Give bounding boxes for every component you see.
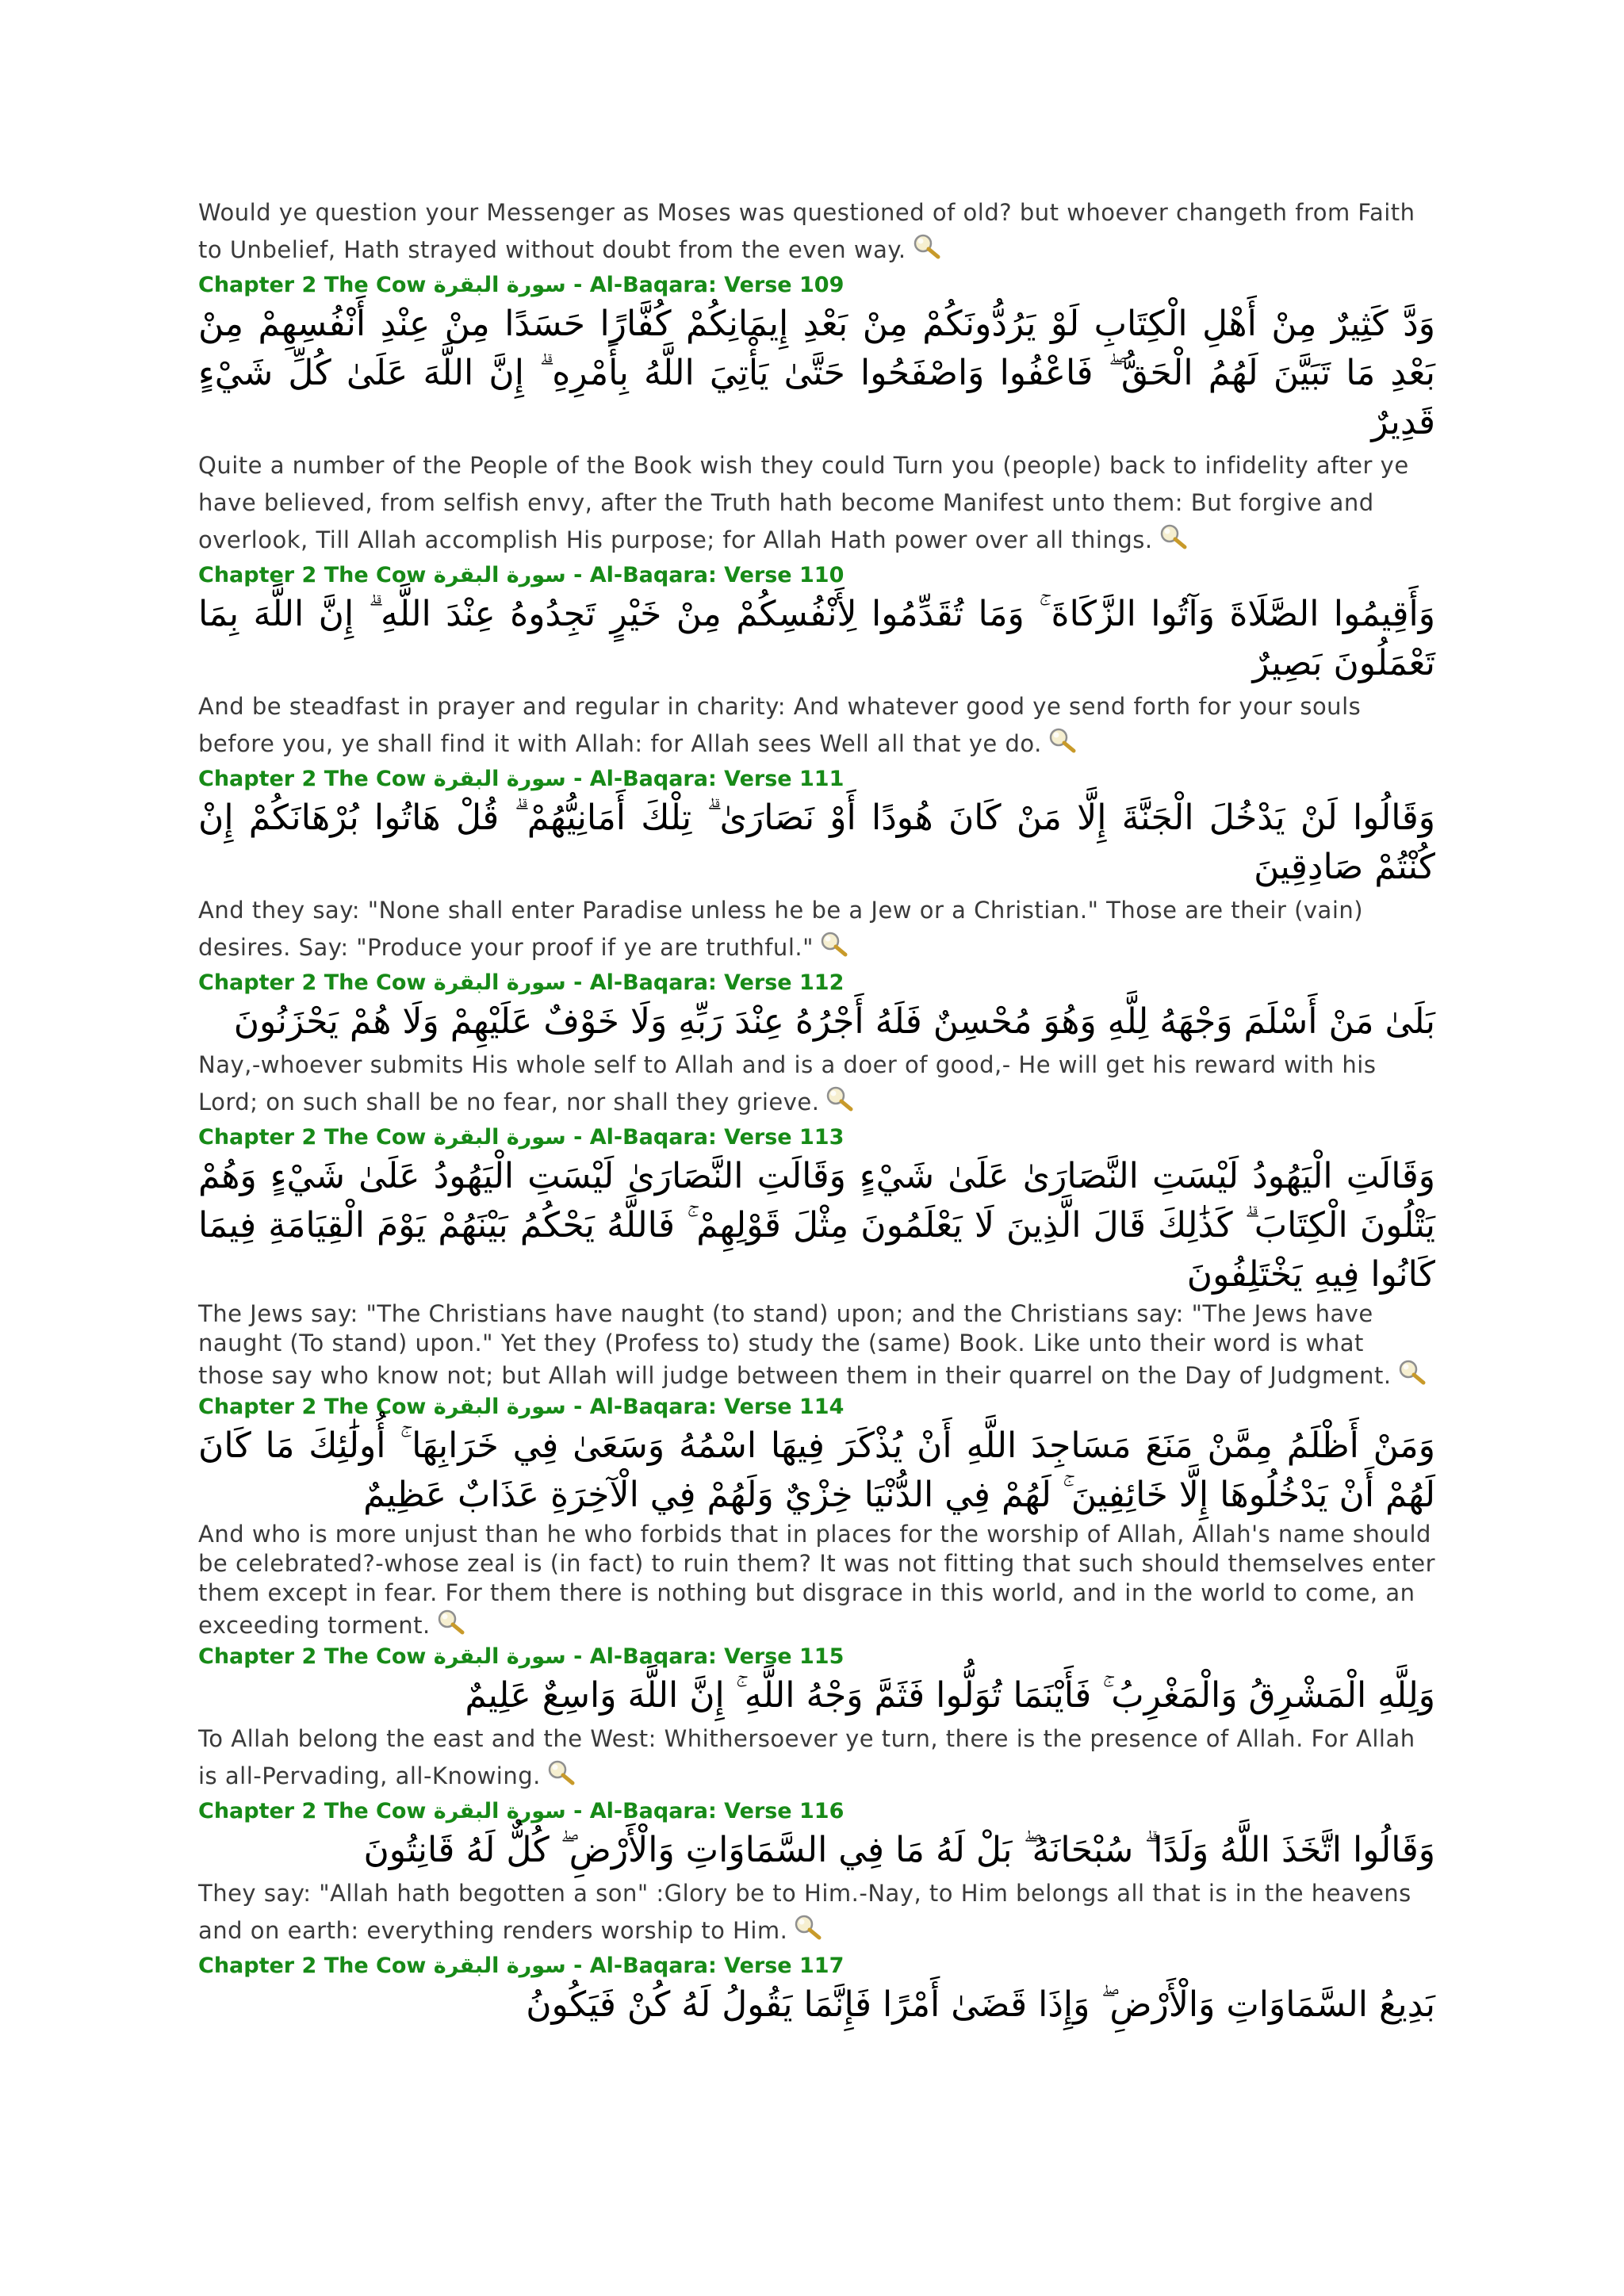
verse-header: Chapter 2 The Cow سورة البقرة - Al-Baqara: Verse 114: [198, 1395, 845, 1419]
verse-arabic: بَدِيعُ السَّمَاوَاتِ وَالْأَرْضِ ۖ وَإِذَا قَضَىٰ أَمْرًا فَإِنَّمَا يَقُولُ لَهُ كُنْ فَيَكُونُ: [526, 1984, 1435, 2025]
verse-translation: And be steadfast in prayer and regular in charity: And whatever good ye send forth for your souls before you, ye shall find it with Allah: for Allah sees Well all that ye do.: [198, 693, 1362, 757]
magnifier-icon[interactable]: [1396, 1358, 1428, 1387]
verse-translation: And who is more unjust than he who forbids that in places for the worship of Allah, Allah's name should be celebrated?-whose zeal is (in fact) to ruin them? It was not fitting that such should themselves enter them except in fear. For them there is nothing but disgrace in this world, and in the world to come, an exceeding torment.: [198, 1521, 1435, 1639]
magnifier-icon[interactable]: [1047, 726, 1078, 755]
verse-translation: And they say: "None shall enter Paradise unless he be a Jew or a Christian." Those are their (vain) desires. Say: "Produce your proof if ye are truthful.": [198, 897, 1364, 961]
verse-translation: Would ye question your Messenger as Moses was questioned of old? but whoever changeth from Faith to Unbelief, Hath strayed without doubt from the even way.: [198, 199, 1415, 263]
verse-translation: To Allah belong the east and the West: Whithersoever ye turn, there is the presence of Allah. For Allah is all-Pervading, all-Knowing.: [198, 1725, 1415, 1789]
verse-header: Chapter 2 The Cow سورة البقرة - Al-Baqara: Verse 111: [198, 767, 845, 791]
verse-arabic: وَقَالُوا لَنْ يَدْخُلَ الْجَنَّةَ إِلَّا مَنْ كَانَ هُودًا أَوْ نَصَارَىٰ ۗ تِلْكَ أَمَانِيُّهُمْ ۗ قُلْ هَاتُوا بُرْهَانَكُمْ إِنْ كُنْتُمْ صَادِقِينَ: [198, 798, 1435, 887]
verse-header: Chapter 2 The Cow سورة البقرة - Al-Baqara: Verse 113: [198, 1125, 845, 1150]
verse-arabic: وَقَالَتِ الْيَهُودُ لَيْسَتِ النَّصَارَىٰ عَلَىٰ شَيْءٍ وَقَالَتِ النَّصَارَىٰ لَيْسَتِ الْيَهُودُ عَلَىٰ شَيْءٍ وَهُمْ يَتْلُونَ الْكِتَابَ ۗ كَذَٰلِكَ قَالَ الَّذِينَ لَا يَعْلَمُونَ مِثْلَ قَوْلِهِمْ ۚ فَاللَّهُ يَحْكُمُ بَيْنَهُمْ يَوْمَ الْقِيَامَةِ فِيمَا كَانُوا فِيهِ يَخْتَلِفُونَ: [198, 1156, 1435, 1295]
verse-translation: The Jews say: "The Christians have naught (to stand) upon; and the Christians say: "The Jews have naught (To stand) upon." Yet they (Profess to) study the (same) Book. Like unto their word is what those say who know not; but Allah will judge between them in their quarrel on the Day of Judgment.: [198, 1299, 1435, 1391]
verse-arabic: وَأَقِيمُوا الصَّلَاةَ وَآتُوا الزَّكَاةَ ۚ وَمَا تُقَدِّمُوا لِأَنْفُسِكُمْ مِنْ خَيْرٍ تَجِدُوهُ عِنْدَ اللَّهِ ۗ إِنَّ اللَّهَ بِمَا تَعْمَلُونَ بَصِيرٌ: [198, 594, 1435, 683]
verse-list: [198, 194, 1435, 2030]
verse-header: Chapter 2 The Cow سورة البقرة - Al-Baqara: Verse 117: [198, 1954, 845, 1978]
magnifier-icon[interactable]: [824, 1085, 856, 1113]
verse-header: Chapter 2 The Cow سورة البقرة - Al-Baqara: Verse 115: [198, 1644, 845, 1669]
magnifier-icon[interactable]: [818, 930, 850, 959]
verse-translation: Nay,-whoever submits His whole self to Allah and is a doer of good,- He will get his reward with his Lord; on such shall be no fear, nor shall they grieve.: [198, 1051, 1377, 1115]
verse-arabic: وَدَّ كَثِيرٌ مِنْ أَهْلِ الْكِتَابِ لَوْ يَرُدُّونَكُمْ مِنْ بَعْدِ إِيمَانِكُمْ كُفَّارًا حَسَدًا مِنْ عِنْدِ أَنْفُسِهِمْ مِنْ بَعْدِ مَا تَبَيَّنَ لَهُمُ الْحَقُّ ۖ فَاعْفُوا وَاصْفَحُوا حَتَّىٰ يَأْتِيَ اللَّهُ بِأَمْرِهِ ۗ إِنَّ اللَّهَ عَلَىٰ كُلِّ شَيْءٍ قَدِيرٌ: [198, 304, 1435, 442]
verse-arabic: وَمَنْ أَظْلَمُ مِمَّنْ مَنَعَ مَسَاجِدَ اللَّهِ أَنْ يُذْكَرَ فِيهَا اسْمُهُ وَسَعَىٰ فِي خَرَابِهَا ۚ أُولَٰئِكَ مَا كَانَ لَهُمْ أَنْ يَدْخُلُوهَا إِلَّا خَائِفِينَ ۚ لَهُمْ فِي الدُّنْيَا خِزْيٌ وَلَهُمْ فِي الْآخِرَةِ عَذَابٌ عَظِيمٌ: [198, 1425, 1435, 1515]
verse-arabic: بَلَىٰ مَنْ أَسْلَمَ وَجْهَهُ لِلَّهِ وَهُوَ مُحْسِنٌ فَلَهُ أَجْرُهُ عِنْدَ رَبِّهِ وَلَا خَوْفٌ عَلَيْهِمْ وَلَا هُمْ يَحْزَنُونَ: [233, 1001, 1435, 1042]
magnifier-icon[interactable]: [546, 1758, 577, 1787]
verse-translation: Quite a number of the People of the Book wish they could Turn you (people) back to infidelity after ye have believed, from selfish envy, after the Truth hath become Manifest unto them: But forgive and overlook, Till Allah accomplish His purpose; for Allah Hath power over all things.: [198, 452, 1409, 553]
magnifier-icon[interactable]: [792, 1913, 824, 1942]
verse-translation: They say: "Allah hath begotten a son" :Glory be to Him.-Nay, to Him belongs all that is in the heavens and on earth: everything renders worship to Him.: [198, 1880, 1411, 1944]
verse-header: Chapter 2 The Cow سورة البقرة - Al-Baqara: Verse 116: [198, 1799, 845, 1823]
verse-header: Chapter 2 The Cow سورة البقرة - Al-Baqara: Verse 109: [198, 273, 845, 297]
magnifier-icon[interactable]: [435, 1608, 467, 1636]
magnifier-icon[interactable]: [911, 232, 943, 261]
magnifier-icon[interactable]: [1158, 522, 1189, 551]
verse-header: Chapter 2 The Cow سورة البقرة - Al-Baqara: Verse 110: [198, 563, 845, 587]
verse-arabic: وَلِلَّهِ الْمَشْرِقُ وَالْمَغْرِبُ ۚ فَأَيْنَمَا تُوَلُّوا فَثَمَّ وَجْهُ اللَّهِ ۚ إِنَّ اللَّهَ وَاسِعٌ عَلِيمٌ: [465, 1675, 1435, 1716]
verse-header: Chapter 2 The Cow سورة البقرة - Al-Baqara: Verse 112: [198, 970, 845, 995]
verse-arabic: وَقَالُوا اتَّخَذَ اللَّهُ وَلَدًا ۗ سُبْحَانَهُ ۖ بَلْ لَهُ مَا فِي السَّمَاوَاتِ وَالْأَرْضِ ۖ كُلٌّ لَهُ قَانِتُونَ: [363, 1830, 1435, 1870]
